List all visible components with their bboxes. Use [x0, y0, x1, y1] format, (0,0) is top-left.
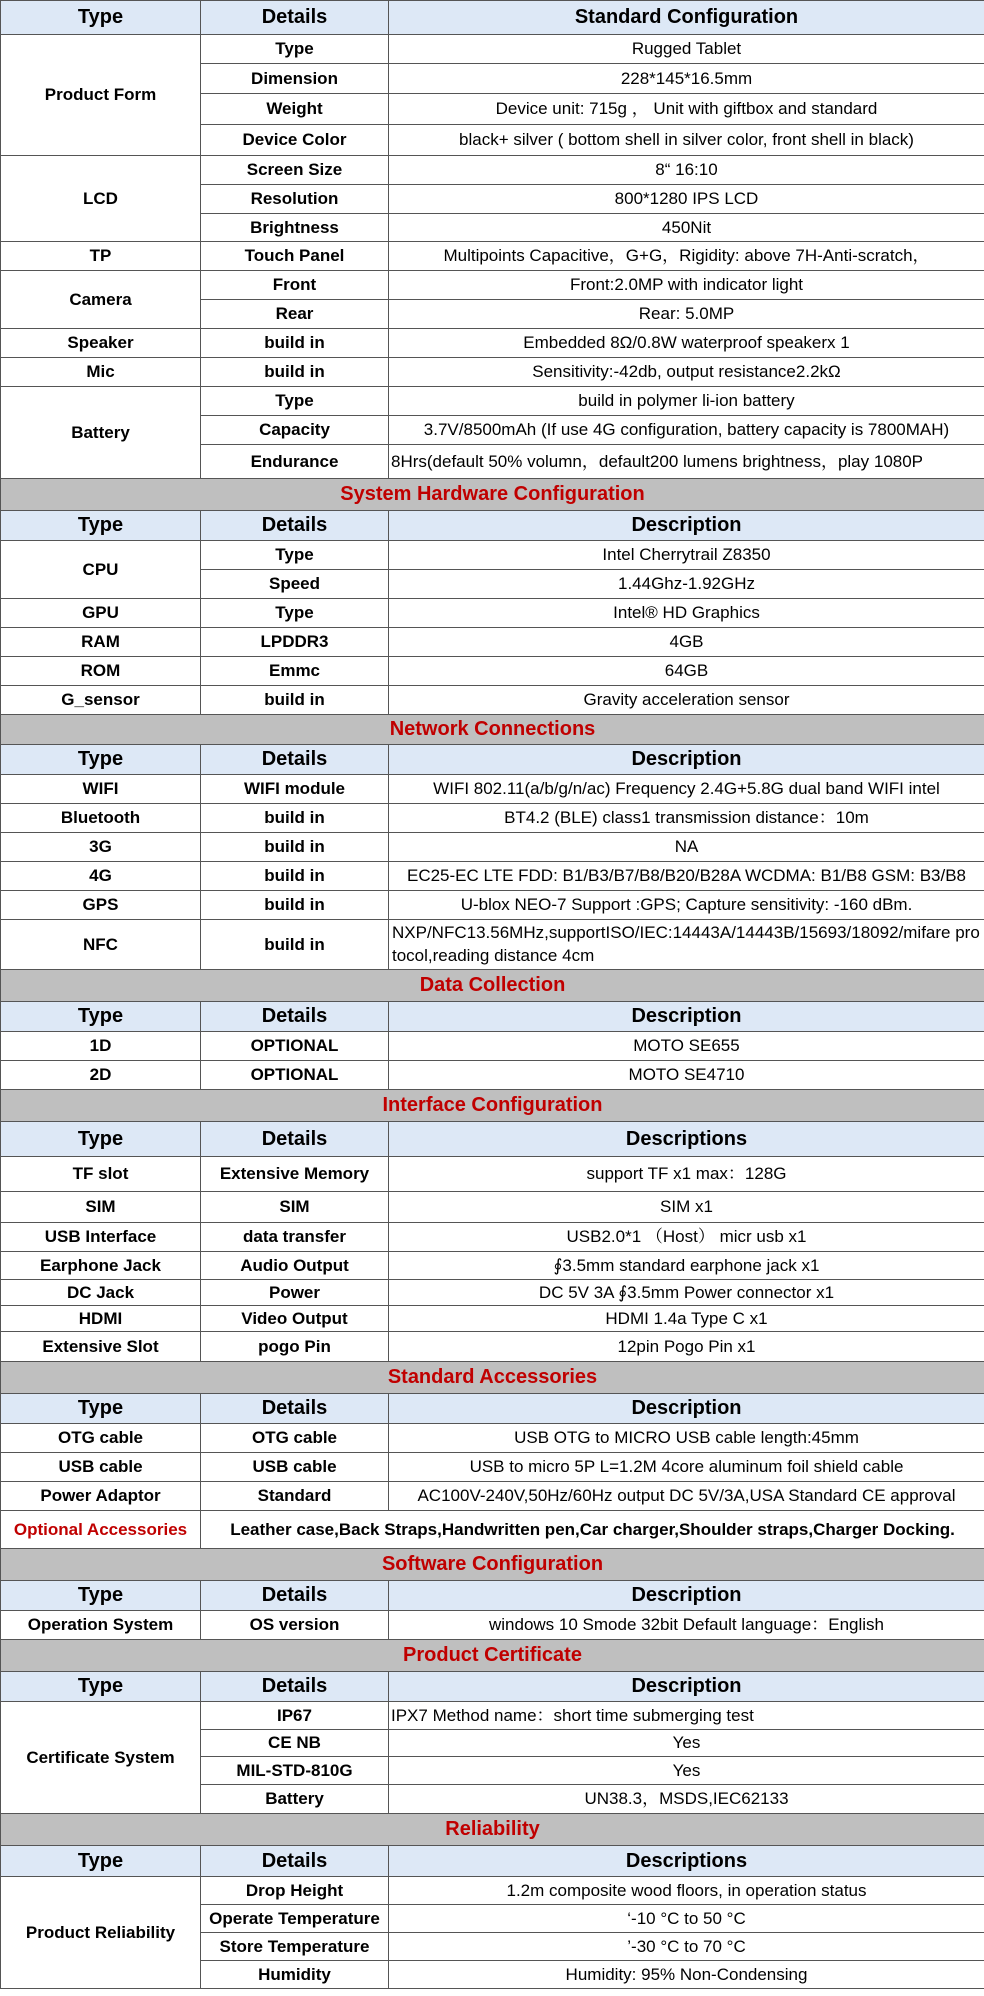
table-row: [1, 1032, 984, 1061]
header-row: [1, 1672, 984, 1702]
value-cell: Yes: [389, 1757, 984, 1785]
value-cell: Front:2.0MP with indicator light: [389, 271, 984, 300]
value-cell: Yes: [389, 1730, 984, 1757]
certificate-system-label: Certificate System: [1, 1702, 201, 1814]
detail-cell: Front: [201, 271, 389, 300]
value-cell: EC25-EC LTE FDD: B1/B3/B7/B8/B20/B28A WCDMA: B1/B8 GSM: B3/B8: [389, 862, 984, 891]
value-cell: Gravity acceleration sensor: [389, 686, 984, 715]
detail-cell: Speed: [201, 570, 389, 599]
details-header: Details: [201, 511, 389, 541]
table-row: [1, 862, 984, 891]
detail-cell: Standard: [201, 1482, 389, 1511]
details-header: Details: [201, 1672, 389, 1702]
type-header: Type: [1, 1002, 201, 1032]
type-header: Type: [1, 1, 201, 35]
details-header: Details: [201, 1846, 389, 1877]
table-row: [1, 1280, 984, 1306]
detail-cell: Endurance: [201, 445, 389, 479]
detail-cell: Operate Temperature: [201, 1905, 389, 1933]
detail-cell: OTG cable: [201, 1424, 389, 1453]
section-title: System Hardware Configuration: [1, 479, 984, 511]
detail-cell: build in: [201, 862, 389, 891]
speaker-label: Speaker: [1, 329, 201, 358]
value-cell: Device unit: 715g ， Unit with giftbox and standard: [389, 94, 984, 125]
value-cell: 8“ 16:10: [389, 156, 984, 185]
table-row: [1, 1424, 984, 1453]
detail-cell: MIL-STD-810G: [201, 1757, 389, 1785]
detail-cell: Weight: [201, 94, 389, 125]
detail-cell: USB cable: [201, 1453, 389, 1482]
value-cell: ‘-10 °C to 50 °C: [389, 1905, 984, 1933]
value-cell: 4GB: [389, 628, 984, 657]
details-header: Details: [201, 1394, 389, 1424]
tf-slot-label: TF slot: [1, 1157, 201, 1192]
header-row: [1, 1394, 984, 1424]
table-row: [1, 329, 984, 358]
value-cell: DC 5V 3A ∮3.5mm Power connector x1: [389, 1280, 984, 1306]
detail-cell: Screen Size: [201, 156, 389, 185]
wifi-label: WIFI: [1, 775, 201, 804]
usb-interface-label: USB Interface: [1, 1223, 201, 1252]
section-row: [1, 1362, 984, 1394]
table-row: [1, 1453, 984, 1482]
detail-cell: WIFI module: [201, 775, 389, 804]
detail-cell: Touch Panel: [201, 242, 389, 271]
cpu-label: CPU: [1, 541, 201, 599]
section-title: Network Connections: [1, 715, 984, 745]
value-cell: IPX7 Method name：short time submerging test: [389, 1702, 984, 1730]
detail-cell: OPTIONAL: [201, 1032, 389, 1061]
header-row: [1, 745, 984, 775]
table-row: [1, 1611, 984, 1640]
detail-cell: build in: [201, 358, 389, 387]
detail-cell: Type: [201, 541, 389, 570]
section-title: Standard Accessories: [1, 1362, 984, 1394]
detail-cell: Extensive Memory: [201, 1157, 389, 1192]
value-cell: 3.7V/8500mAh (If use 4G configuration, battery capacity is 7800MAH): [389, 416, 984, 445]
value-cell: Humidity: 95% Non-Condensing: [389, 1961, 984, 1989]
header-row: [1, 1846, 984, 1877]
section-title: Data Collection: [1, 970, 984, 1002]
header-row: [1, 1, 984, 35]
type-header: Type: [1, 511, 201, 541]
value-cell: black+ silver ( bottom shell in silver color, front shell in black): [389, 125, 984, 156]
dc-jack-label: DC Jack: [1, 1280, 201, 1306]
3g-label: 3G: [1, 833, 201, 862]
battery-label: Battery: [1, 387, 201, 479]
usb-cable-label: USB cable: [1, 1453, 201, 1482]
table-row: [1, 891, 984, 920]
detail-cell: Brightness: [201, 214, 389, 242]
section-title: Reliability: [1, 1814, 984, 1846]
table-row: [1, 156, 984, 185]
description-header: Description: [389, 1672, 984, 1702]
table-row: [1, 271, 984, 300]
table-row: [1, 1877, 984, 1905]
type-header: Type: [1, 1122, 201, 1157]
table-row: [1, 1306, 984, 1332]
detail-cell: build in: [201, 833, 389, 862]
table-row: [1, 628, 984, 657]
detail-cell: SIM: [201, 1192, 389, 1223]
standard-configuration-header: Standard Configuration: [389, 1, 984, 35]
type-header: Type: [1, 1846, 201, 1877]
value-cell: 800*1280 IPS LCD: [389, 185, 984, 214]
detail-cell: Store Temperature: [201, 1933, 389, 1961]
table-row: [1, 657, 984, 686]
table-row: [1, 599, 984, 628]
table-row: [1, 1192, 984, 1223]
detail-cell: Emmc: [201, 657, 389, 686]
table-row: [1, 358, 984, 387]
optional-accessories-label: Optional Accessories: [1, 1511, 201, 1549]
section-row: [1, 479, 984, 511]
details-header: Details: [201, 1002, 389, 1032]
value-cell: USB to micro 5P L=1.2M 4core aluminum foil shield cable: [389, 1453, 984, 1482]
earphone-jack-label: Earphone Jack: [1, 1252, 201, 1280]
value-cell: MOTO SE4710: [389, 1061, 984, 1090]
section-title: Software Configuration: [1, 1549, 984, 1581]
1d-label: 1D: [1, 1032, 201, 1061]
value-cell: NXP/NFC13.56MHz,supportISO/IEC:14443A/14443B/15693/18092/mifare protocol,reading distance 4cm: [389, 920, 984, 970]
detail-cell: Type: [201, 599, 389, 628]
value-cell: 1.2m composite wood floors, in operation status: [389, 1877, 984, 1905]
detail-cell: build in: [201, 686, 389, 715]
value-cell: MOTO SE655: [389, 1032, 984, 1061]
value-cell: build in polymer li-ion battery: [389, 387, 984, 416]
details-header: Details: [201, 1122, 389, 1157]
value-cell: USB2.0*1 （Host） micr usb x1: [389, 1223, 984, 1252]
detail-cell: Rear: [201, 300, 389, 329]
sim-label: SIM: [1, 1192, 201, 1223]
value-cell: BT4.2 (BLE) class1 transmission distance：10m: [389, 804, 984, 833]
value-cell: SIM x1: [389, 1192, 984, 1223]
value-cell: WIFI 802.11(a/b/g/n/ac) Frequency 2.4G+5.8G dual band WIFI intel: [389, 775, 984, 804]
detail-cell: Resolution: [201, 185, 389, 214]
value-cell: 8Hrs(default 50% volumn，default200 lumens brightness，play 1080P: [389, 445, 984, 479]
table-row: [1, 1252, 984, 1280]
table-row: [1, 1511, 984, 1549]
table-row: [1, 1061, 984, 1090]
value-cell: AC100V-240V,50Hz/60Hz output DC 5V/3A,USA Standard CE approval: [389, 1482, 984, 1511]
value-cell: Sensitivity:-42db, output resistance2.2kΩ: [389, 358, 984, 387]
type-header: Type: [1, 1672, 201, 1702]
detail-cell: Type: [201, 35, 389, 64]
details-header: Details: [201, 1, 389, 35]
value-cell: windows 10 Smode 32bit Default language：English: [389, 1611, 984, 1640]
type-header: Type: [1, 1394, 201, 1424]
ram-label: RAM: [1, 628, 201, 657]
value-cell: USB OTG to MICRO USB cable length:45mm: [389, 1424, 984, 1453]
camera-label: Camera: [1, 271, 201, 329]
value-cell: NA: [389, 833, 984, 862]
detail-cell: Dimension: [201, 64, 389, 94]
detail-cell: Type: [201, 387, 389, 416]
value-cell: U-blox NEO-7 Support :GPS; Capture sensitivity: -160 dBm.: [389, 891, 984, 920]
table-row: [1, 775, 984, 804]
2d-label: 2D: [1, 1061, 201, 1090]
detail-cell: build in: [201, 804, 389, 833]
header-row: [1, 1122, 984, 1157]
description-header: Description: [389, 1002, 984, 1032]
section-row: [1, 1814, 984, 1846]
product-form-label: Product Form: [1, 35, 201, 156]
table-row: [1, 1332, 984, 1362]
value-cell: Embedded 8Ω/0.8W waterproof speakerx 1: [389, 329, 984, 358]
section-row: [1, 1090, 984, 1122]
detail-cell: OS version: [201, 1611, 389, 1640]
table-row: [1, 541, 984, 570]
rom-label: ROM: [1, 657, 201, 686]
product-reliability-label: Product Reliability: [1, 1877, 201, 1989]
value-cell: HDMI 1.4a Type C x1: [389, 1306, 984, 1332]
table-row: [1, 833, 984, 862]
detail-cell: Power: [201, 1280, 389, 1306]
type-header: Type: [1, 1581, 201, 1611]
table-row: [1, 1157, 984, 1192]
otg-cable-label: OTG cable: [1, 1424, 201, 1453]
detail-cell: data transfer: [201, 1223, 389, 1252]
table-row: [1, 1702, 984, 1730]
section-title: Interface Configuration: [1, 1090, 984, 1122]
section-title: Product Certificate: [1, 1640, 984, 1672]
description-header: Description: [389, 511, 984, 541]
detail-cell: Device Color: [201, 125, 389, 156]
detail-cell: Drop Height: [201, 1877, 389, 1905]
table-row: [1, 686, 984, 715]
header-row: [1, 1002, 984, 1032]
hdmi-label: HDMI: [1, 1306, 201, 1332]
description-header: Description: [389, 745, 984, 775]
description-header: Description: [389, 1394, 984, 1424]
table-row: [1, 920, 984, 970]
table-row: [1, 387, 984, 416]
section-row: [1, 1640, 984, 1672]
details-header: Details: [201, 1581, 389, 1611]
bluetooth-label: Bluetooth: [1, 804, 201, 833]
nfc-label: NFC: [1, 920, 201, 970]
lcd-label: LCD: [1, 156, 201, 242]
value-cell: support TF x1 max：128G: [389, 1157, 984, 1192]
detail-cell: build in: [201, 920, 389, 970]
description-header: Description: [389, 1581, 984, 1611]
details-header: Details: [201, 745, 389, 775]
value-cell: 1.44Ghz-1.92GHz: [389, 570, 984, 599]
value-cell: 64GB: [389, 657, 984, 686]
descriptions-header: Descriptions: [389, 1846, 984, 1877]
value-cell: ∮3.5mm standard earphone jack x1: [389, 1252, 984, 1280]
table-row: [1, 242, 984, 271]
detail-cell: Video Output: [201, 1306, 389, 1332]
detail-cell: LPDDR3: [201, 628, 389, 657]
g-sensor-label: G_sensor: [1, 686, 201, 715]
value-cell: UN38.3，MSDS,IEC62133: [389, 1785, 984, 1814]
4g-label: 4G: [1, 862, 201, 891]
value-cell: Intel® HD Graphics: [389, 599, 984, 628]
header-row: [1, 1581, 984, 1611]
section-row: [1, 970, 984, 1002]
detail-cell: Battery: [201, 1785, 389, 1814]
detail-cell: IP67: [201, 1702, 389, 1730]
table-row: [1, 1482, 984, 1511]
table-row: [1, 35, 984, 64]
value-cell: 12pin Pogo Pin x1: [389, 1332, 984, 1362]
table-row: [1, 1223, 984, 1252]
value-cell: 228*145*16.5mm: [389, 64, 984, 94]
detail-cell: OPTIONAL: [201, 1061, 389, 1090]
gps-label: GPS: [1, 891, 201, 920]
detail-cell: CE NB: [201, 1730, 389, 1757]
value-cell: Rugged Tablet: [389, 35, 984, 64]
detail-cell: pogo Pin: [201, 1332, 389, 1362]
detail-cell: build in: [201, 891, 389, 920]
value-cell: Intel Cherrytrail Z8350: [389, 541, 984, 570]
section-row: [1, 715, 984, 745]
detail-cell: build in: [201, 329, 389, 358]
extensive-slot-label: Extensive Slot: [1, 1332, 201, 1362]
tp-label: TP: [1, 242, 201, 271]
section-row: [1, 1549, 984, 1581]
detail-cell: Audio Output: [201, 1252, 389, 1280]
detail-cell: Capacity: [201, 416, 389, 445]
header-row: [1, 511, 984, 541]
type-header: Type: [1, 745, 201, 775]
table-row: [1, 804, 984, 833]
value-cell: ’-30 °C to 70 °C: [389, 1933, 984, 1961]
gpu-label: GPU: [1, 599, 201, 628]
descriptions-header: Descriptions: [389, 1122, 984, 1157]
detail-cell: Humidity: [201, 1961, 389, 1989]
power-adaptor-label: Power Adaptor: [1, 1482, 201, 1511]
operation-system-label: Operation System: [1, 1611, 201, 1640]
value-cell: Rear: 5.0MP: [389, 300, 984, 329]
optional-accessories-value: Leather case,Back Straps,Handwritten pen,Car charger,Shoulder straps,Charger Docking.: [201, 1511, 984, 1549]
value-cell: 450Nit: [389, 214, 984, 242]
value-cell: Multipoints Capacitive，G+G，Rigidity: above 7H-Anti-scratch，: [389, 242, 984, 271]
mic-label: Mic: [1, 358, 201, 387]
